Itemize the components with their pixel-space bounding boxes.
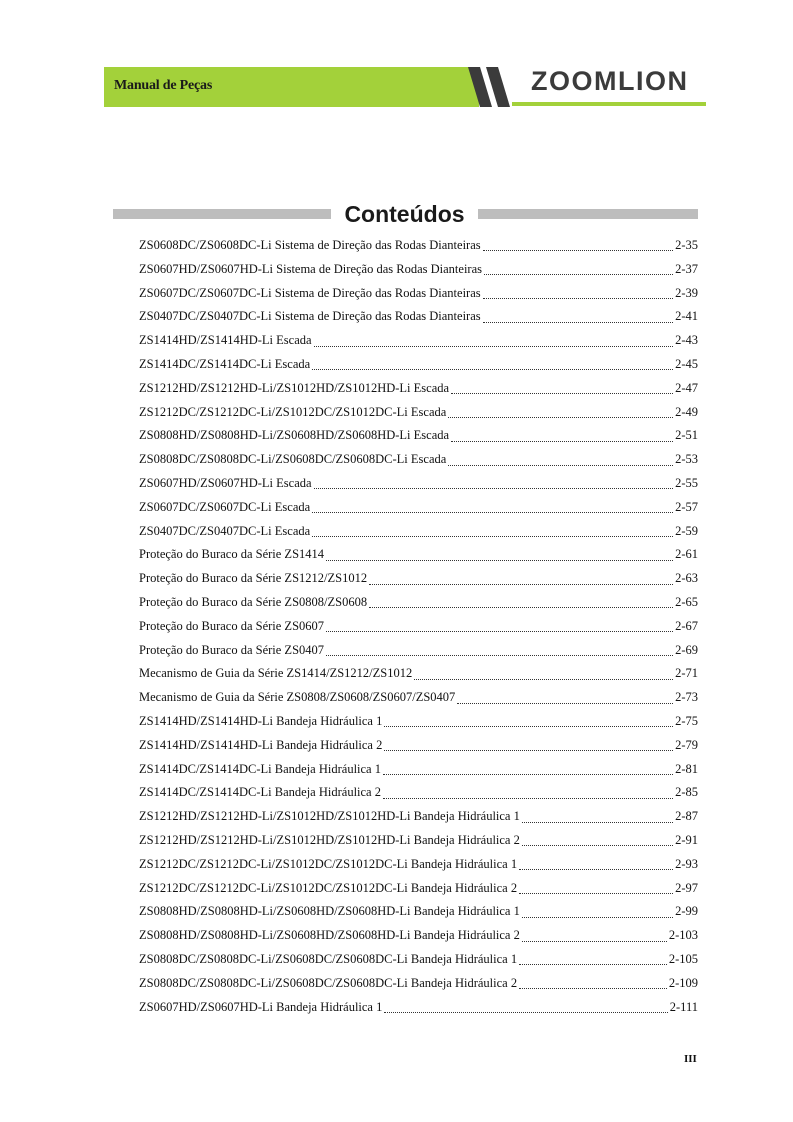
toc-entry-page: 2-87 — [675, 809, 698, 824]
toc-dot-leader — [383, 798, 673, 799]
toc-dot-leader — [414, 679, 673, 680]
toc-entry-title: ZS0607DC/ZS0607DC-Li Sistema de Direção das Rodas Dianteiras — [139, 285, 481, 300]
toc-rule-right — [478, 209, 698, 219]
toc-entry-page: 2-85 — [675, 785, 698, 800]
toc-dot-leader — [519, 964, 667, 965]
toc-dot-leader — [326, 631, 673, 632]
toc-entry[interactable] — [139, 329, 698, 353]
toc-entry-title: Mecanismo de Guia da Série ZS1414/ZS1212/ZS1012 — [139, 666, 413, 681]
toc-entry-title: ZS0808HD/ZS0808HD-Li/ZS0608HD/ZS0608HD-Li Escada — [139, 428, 450, 443]
toc-dot-leader — [369, 584, 673, 585]
toc-entry-title: Proteção do Buraco da Série ZS1414 — [139, 547, 325, 562]
toc-entry-title: ZS1414HD/ZS1414HD-Li Bandeja Hidráulica 1 — [139, 713, 383, 728]
toc-dot-leader — [519, 869, 673, 870]
toc-entry[interactable] — [139, 924, 698, 948]
toc-entry-page: 2-61 — [675, 547, 698, 562]
toc-dot-leader — [451, 441, 673, 442]
toc-dot-leader — [522, 845, 673, 846]
toc-entry-title: ZS0808DC/ZS0808DC-Li/ZS0608DC/ZS0608DC-Li Bandeja Hidráulica 2 — [139, 975, 518, 990]
toc-dot-leader — [522, 917, 673, 918]
toc-entry[interactable] — [139, 686, 698, 710]
toc-entry-page: 2-51 — [675, 428, 698, 443]
toc-entry[interactable] — [139, 734, 698, 758]
toc-dot-leader — [483, 250, 673, 251]
toc-entry[interactable] — [139, 877, 698, 901]
toc-entry-page: 2-69 — [675, 642, 698, 657]
toc-entry-title: ZS0607HD/ZS0607HD-Li Sistema de Direção das Rodas Dianteiras — [139, 261, 482, 276]
toc-entry[interactable] — [139, 615, 698, 639]
toc-entry-page: 2-59 — [675, 523, 698, 538]
toc-dot-leader — [484, 274, 673, 275]
toc-list — [139, 234, 698, 1019]
toc-entry-page: 2-65 — [675, 594, 698, 609]
toc-entry-page: 2-39 — [675, 285, 698, 300]
toc-entry[interactable] — [139, 282, 698, 306]
toc-entry-page: 2-79 — [675, 737, 698, 752]
toc-entry-title: ZS0607DC/ZS0607DC-Li Escada — [139, 499, 311, 514]
toc-entry-title: ZS1414DC/ZS1414DC-Li Bandeja Hidráulica 2 — [139, 785, 381, 800]
toc-dot-leader — [314, 488, 674, 489]
toc-entry[interactable] — [139, 424, 698, 448]
toc-entry[interactable] — [139, 401, 698, 425]
toc-entry-title: ZS0607HD/ZS0607HD-Li Escada — [139, 475, 312, 490]
toc-entry[interactable] — [139, 639, 698, 663]
toc-entry-page: 2-99 — [675, 904, 698, 919]
toc-entry-page: 2-81 — [675, 761, 698, 776]
toc-entry-title: ZS1414DC/ZS1414DC-Li Bandeja Hidráulica 1 — [139, 761, 381, 776]
toc-entry-page: 2-45 — [675, 356, 698, 371]
toc-entry-title: ZS1414DC/ZS1414DC-Li Escada — [139, 356, 311, 371]
toc-entry-page: 2-67 — [675, 618, 698, 633]
toc-entry-page: 2-103 — [668, 928, 698, 943]
toc-dot-leader — [326, 655, 673, 656]
toc-dot-leader — [448, 465, 673, 466]
toc-entry-title: Mecanismo de Guia da Série ZS0808/ZS0608/ZS0607/ZS0407 — [139, 690, 456, 705]
toc-title: Conteúdos — [344, 201, 465, 227]
toc-dot-leader — [384, 1012, 667, 1013]
toc-entry-title: ZS1414HD/ZS1414HD-Li Escada — [139, 333, 312, 348]
toc-entry-page: 2-57 — [675, 499, 698, 514]
toc-dot-leader — [383, 774, 673, 775]
toc-entry-title: Proteção do Buraco da Série ZS1212/ZS1012 — [139, 571, 368, 586]
toc-entry[interactable] — [139, 996, 698, 1020]
toc-entry-page: 2-75 — [675, 713, 698, 728]
toc-entry-page: 2-93 — [675, 856, 698, 871]
zoomlion-logo-slashes-icon — [466, 67, 526, 107]
toc-entry[interactable] — [139, 900, 698, 924]
toc-entry-page: 2-91 — [675, 832, 698, 847]
toc-dot-leader — [519, 988, 667, 989]
toc-dot-leader — [384, 750, 673, 751]
toc-entry[interactable] — [139, 543, 698, 567]
toc-dot-leader — [369, 607, 673, 608]
toc-entry-title: ZS0808DC/ZS0808DC-Li/ZS0608DC/ZS0608DC-Li Escada — [139, 452, 447, 467]
toc-dot-leader — [451, 393, 673, 394]
toc-dot-leader — [522, 822, 673, 823]
toc-dot-leader — [384, 726, 673, 727]
toc-entry-title: ZS0808HD/ZS0808HD-Li/ZS0608HD/ZS0608HD-Li Bandeja Hidráulica 1 — [139, 904, 520, 919]
toc-dot-leader — [326, 560, 673, 561]
toc-entry[interactable] — [139, 853, 698, 877]
toc-entry[interactable] — [139, 234, 698, 258]
toc-entry-page: 2-41 — [675, 309, 698, 324]
toc-entry[interactable] — [139, 758, 698, 782]
toc-entry[interactable] — [139, 805, 698, 829]
toc-entry-title: ZS0407DC/ZS0407DC-Li Escada — [139, 523, 311, 538]
toc-entry-page: 2-111 — [669, 999, 698, 1014]
toc-entry[interactable] — [139, 305, 698, 329]
toc-entry-page: 2-43 — [675, 333, 698, 348]
toc-dot-leader — [483, 322, 673, 323]
toc-entry-page: 2-55 — [675, 475, 698, 490]
toc-entry[interactable] — [139, 829, 698, 853]
toc-dot-leader — [519, 893, 673, 894]
toc-entry-page: 2-73 — [675, 690, 698, 705]
toc-entry[interactable] — [139, 496, 698, 520]
brand-logo-text: ZOOMLION — [531, 66, 689, 96]
toc-dot-leader — [312, 536, 673, 537]
toc-entry-title: ZS0607HD/ZS0607HD-Li Bandeja Hidráulica 1 — [139, 999, 383, 1014]
toc-entry[interactable] — [139, 472, 698, 496]
toc-dot-leader — [312, 512, 673, 513]
toc-entry-title: ZS1212HD/ZS1212HD-Li/ZS1012HD/ZS1012HD-Li Bandeja Hidráulica 1 — [139, 809, 520, 824]
toc-entry-title: ZS1414HD/ZS1414HD-Li Bandeja Hidráulica 2 — [139, 737, 383, 752]
toc-entry[interactable] — [139, 520, 698, 544]
toc-dot-leader — [522, 941, 667, 942]
toc-entry-page: 2-63 — [675, 571, 698, 586]
toc-heading — [113, 200, 698, 228]
toc-entry[interactable] — [139, 781, 698, 805]
toc-entry-page: 2-105 — [668, 951, 698, 966]
toc-entry-title: Proteção do Buraco da Série ZS0808/ZS0608 — [139, 594, 368, 609]
toc-entry-page: 2-97 — [675, 880, 698, 895]
toc-entry[interactable] — [139, 258, 698, 282]
toc-entry-page: 2-109 — [668, 975, 698, 990]
toc-entry-page: 2-37 — [675, 261, 698, 276]
toc-entry-title: ZS0808HD/ZS0808HD-Li/ZS0608HD/ZS0608HD-Li Bandeja Hidráulica 2 — [139, 928, 520, 943]
toc-entry-page: 2-47 — [675, 380, 698, 395]
toc-entry[interactable] — [139, 710, 698, 734]
toc-entry[interactable] — [139, 377, 698, 401]
toc-entry-page: 2-49 — [675, 404, 698, 419]
toc-entry[interactable] — [139, 972, 698, 996]
toc-entry[interactable] — [139, 353, 698, 377]
toc-entry-title: ZS1212HD/ZS1212HD-Li/ZS1012HD/ZS1012HD-Li Bandeja Hidráulica 2 — [139, 832, 520, 847]
toc-dot-leader — [314, 346, 674, 347]
toc-entry-title: Proteção do Buraco da Série ZS0407 — [139, 642, 325, 657]
toc-dot-leader — [312, 369, 673, 370]
toc-dot-leader — [457, 703, 673, 704]
toc-entry-title: ZS0407DC/ZS0407DC-Li Sistema de Direção das Rodas Dianteiras — [139, 309, 481, 324]
toc-entry[interactable] — [139, 662, 698, 686]
page-number: III — [684, 1053, 697, 1065]
toc-entry[interactable] — [139, 591, 698, 615]
toc-entry-page: 2-35 — [675, 238, 698, 252]
toc-entry-page: 2-53 — [675, 452, 698, 467]
toc-entry-title: ZS1212DC/ZS1212DC-Li/ZS1012DC/ZS1012DC-Li Escada — [139, 404, 447, 419]
toc-entry-page: 2-71 — [675, 666, 698, 681]
toc-dot-leader — [448, 417, 673, 418]
toc-entry[interactable] — [139, 948, 698, 972]
toc-rule-left — [113, 209, 331, 219]
manual-title: Manual de Peças — [114, 78, 213, 93]
toc-entry[interactable] — [139, 567, 698, 591]
toc-entry-title: ZS1212DC/ZS1212DC-Li/ZS1012DC/ZS1012DC-Li Bandeja Hidráulica 2 — [139, 880, 518, 895]
toc-entry-title: ZS1212HD/ZS1212HD-Li/ZS1012HD/ZS1012HD-Li Escada — [139, 380, 450, 395]
toc-entry-title: ZS1212DC/ZS1212DC-Li/ZS1012DC/ZS1012DC-Li Bandeja Hidráulica 1 — [139, 856, 518, 871]
logo-underline — [512, 102, 706, 106]
toc-entry-title: ZS0808DC/ZS0808DC-Li/ZS0608DC/ZS0608DC-Li Bandeja Hidráulica 1 — [139, 951, 518, 966]
toc-dot-leader — [483, 298, 673, 299]
toc-entry-title: ZS0608DC/ZS0608DC-Li Sistema de Direção das Rodas Dianteiras — [139, 238, 481, 252]
toc-entry-title: Proteção do Buraco da Série ZS0607 — [139, 618, 325, 633]
toc-entry[interactable] — [139, 448, 698, 472]
